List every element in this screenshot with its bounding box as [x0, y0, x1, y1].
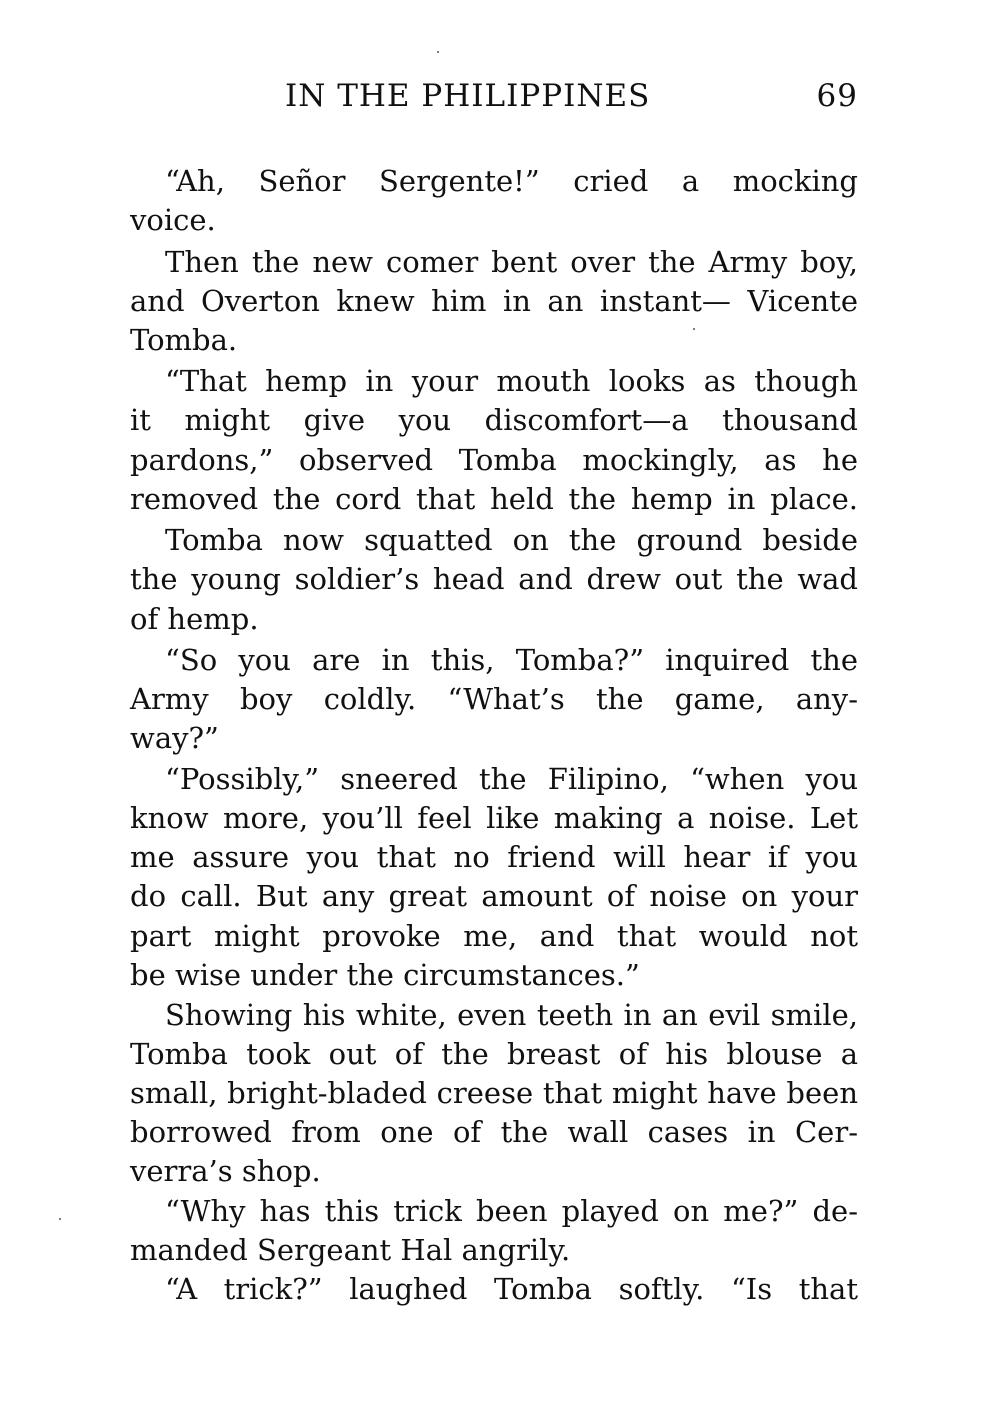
text-line: small, bright-bladed creese that might have been: [130, 1076, 858, 1110]
text-line: way?”: [130, 721, 219, 755]
text-line: borrowed from one of the wall cases in Cer-: [130, 1115, 858, 1149]
text-line: “So you are in this, Tomba?” inquired the: [165, 643, 858, 677]
text-line: manded Sergeant Hal angrily.: [130, 1233, 571, 1267]
text-line: Tomba now squatted on the ground beside: [165, 523, 858, 557]
text-line: and Overton knew him in an instant— Vicente: [130, 284, 858, 318]
text-line: verra’s shop.: [130, 1154, 321, 1188]
text-line: “That hemp in your mouth looks as though: [165, 364, 858, 398]
text-line: Showing his white, even teeth in an evil smile,: [165, 998, 858, 1032]
text-line: “Why has this trick been played on me?” de-: [165, 1194, 858, 1228]
page-number: 69: [816, 78, 858, 114]
text-line: be wise under the circumstances.”: [130, 958, 640, 992]
text-line: it might give you discomfort—a thousand: [130, 403, 858, 437]
text-line: do call. But any great amount of noise on your: [130, 879, 858, 913]
text-line: “A trick?” laughed Tomba softly. “Is that: [165, 1272, 858, 1306]
text-line: removed the cord that held the hemp in place.: [130, 482, 858, 516]
text-line: the young soldier’s head and drew out the wad: [130, 562, 858, 596]
print-speck: [437, 51, 439, 53]
text-line: of hemp.: [130, 602, 259, 636]
text-line: me assure you that no friend will hear if you: [130, 840, 858, 874]
running-head: IN THE PHILIPPINES: [285, 78, 651, 114]
text-line: Then the new comer bent over the Army boy,: [165, 245, 858, 279]
print-speck: [59, 1218, 61, 1220]
print-speck: [693, 328, 695, 330]
text-line: voice.: [130, 203, 216, 237]
page-header: [130, 78, 858, 124]
text-line: “Possibly,” sneered the Filipino, “when you: [165, 762, 858, 796]
text-line: pardons,” observed Tomba mockingly, as he: [130, 443, 858, 477]
text-line: Army boy coldly. “What’s the game, any-: [130, 682, 858, 716]
text-line: Tomba took out of the breast of his blouse a: [130, 1037, 858, 1071]
text-line: Tomba.: [130, 323, 238, 357]
text-line: “Ah, Señor Sergente!” cried a mocking: [165, 164, 858, 198]
text-line: know more, you’ll feel like making a noise. Let: [130, 801, 858, 835]
text-line: part might provoke me, and that would not: [130, 919, 858, 953]
